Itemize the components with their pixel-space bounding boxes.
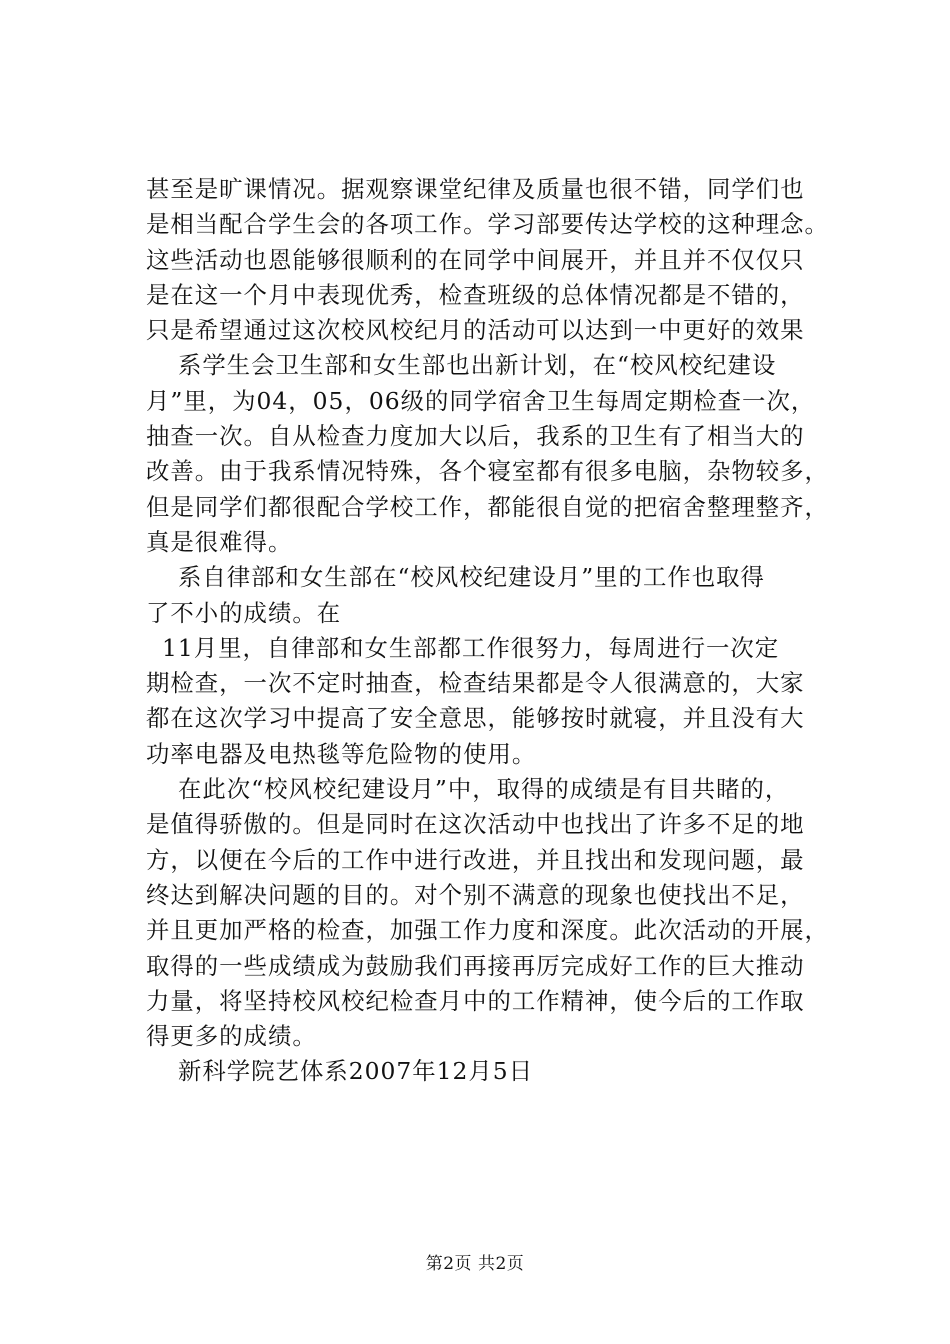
text-line: 力量，将坚持校风校纪检查月中的工作精神，使今后的工作取: [146, 986, 805, 1015]
text-line: 但是同学们都很配合学校工作，都能很自觉的把宿舍整理整齐，: [146, 492, 829, 521]
text-line: 这些活动也恩能够很顺利的在同学中间展开，并且并不仅仅只: [146, 245, 805, 274]
text-line: 抽查一次。自从检查力度加大以后，我系的卫生有了相当大的: [146, 422, 805, 451]
text-line: 都在这次学习中提高了安全意思，能够按时就寝，并且没有大: [146, 704, 805, 733]
text-line: 并且更加严格的检查，加强工作力度和深度。此次活动的开展，: [146, 916, 829, 945]
text-line: 真是很难得。: [146, 527, 293, 556]
text-line: 只是希望通过这次校风校纪月的活动可以达到一中更好的效果: [146, 316, 805, 345]
signature-line: 新科学院艺体系2007年12月5日: [178, 1057, 534, 1086]
page-footer: [0, 1253, 950, 1275]
page-number: 第2页 共2页: [425, 1254, 525, 1274]
text-line: 改善。由于我系情况特殊，各个寝室都有很多电脑，杂物较多，: [146, 457, 829, 486]
paragraph-start-line: 11月里，自律部和女生部都工作很努力，每周进行一次定: [162, 633, 780, 662]
text-line: 取得的一些成绩成为鼓励我们再接再厉完成好工作的巨大推动: [146, 951, 805, 980]
text-line: 是在这一个月中表现优秀，检查班级的总体情况都是不错的，: [146, 280, 805, 309]
text-line: 了不小的成绩。在: [146, 598, 342, 627]
text-line: 终达到解决问题的目的。对个别不满意的现象也使找出不足，: [146, 880, 805, 909]
paragraph-start-line: 系学生会卫生部和女生部也出新计划，在“校风校纪建设: [178, 351, 777, 380]
text-line: 月”里，为04，05，06级的同学宿舍卫生每周定期检查一次，: [146, 386, 816, 415]
paragraph-start-line: 在此次“校风校纪建设月”中，取得的成绩是有目共睹的，: [178, 775, 790, 804]
document-body: [146, 172, 846, 1090]
text-line: 甚至是旷课情况。据观察课堂纪律及质量也很不错，同学们也: [146, 175, 805, 203]
text-line: 期检查，一次不定时抽查，检查结果都是令人很满意的，大家: [146, 669, 805, 698]
text-line: 是相当配合学生会的各项工作。学习部要传达学校的这种理念。: [146, 210, 829, 239]
text-line: 得更多的成绩。: [146, 1022, 317, 1051]
text-line: 是值得骄傲的。但是同时在这次活动中也找出了许多不足的地: [146, 810, 805, 839]
text-line: 方，以便在今后的工作中进行改进，并且找出和发现问题，最: [146, 845, 805, 874]
text-line: 功率电器及电热毯等危险物的使用。: [146, 739, 537, 768]
paragraph-start-line: 系自律部和女生部在“校风校纪建设月”里的工作也取得: [178, 563, 765, 592]
